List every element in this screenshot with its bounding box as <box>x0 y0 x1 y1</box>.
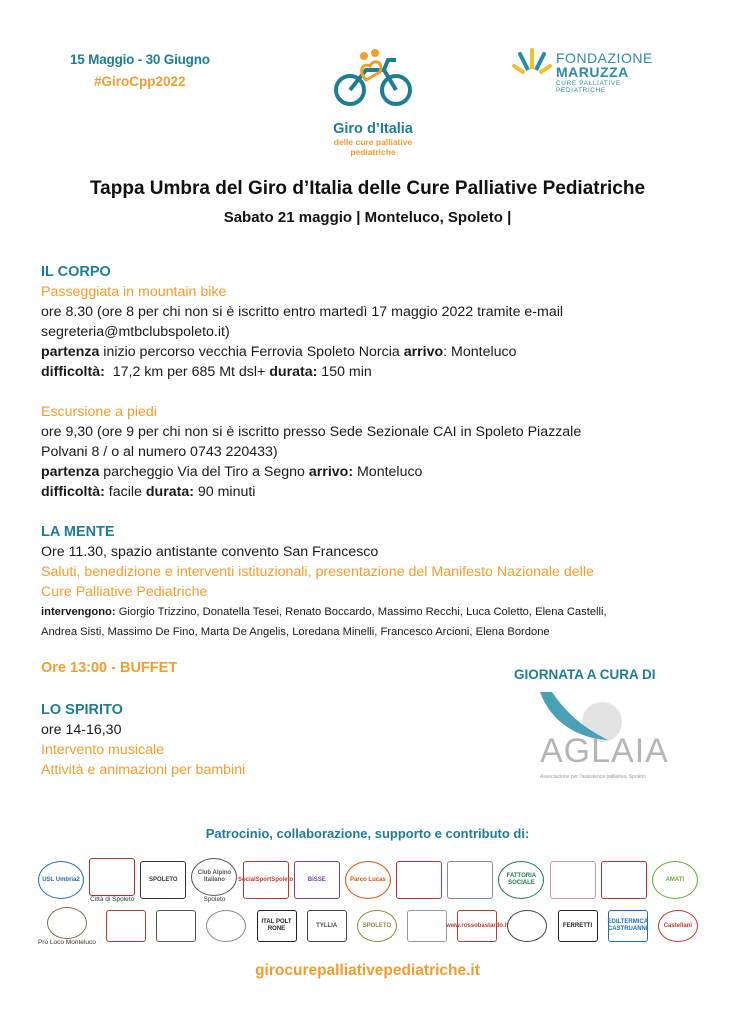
sponsor-logo-mark: EDILTERMICA CASTRUANNI <box>608 910 648 942</box>
mtb-difficolta-value: 17,2 km per 685 Mt dsl+ <box>104 364 270 380</box>
sponsor-logo <box>206 910 246 942</box>
corpo-heading: IL CORPO <box>41 264 111 280</box>
sponsor-logo-caption: Spoleto <box>203 895 226 903</box>
sponsor-logo <box>237 861 294 899</box>
sponsor-logo <box>445 910 509 942</box>
sponsor-logo <box>357 910 397 942</box>
sponsor-logo <box>498 861 544 899</box>
mente-interventi-line2: Andrea Sisti, Massimo De Fino, Marta De Angelis, Loredana Minelli, Francesco Arcioni, Elena Bordone <box>41 626 550 638</box>
interventi-label: intervengono: <box>41 606 116 618</box>
sun-rays-icon <box>512 44 552 84</box>
mtb-difficolta <box>41 362 721 382</box>
sponsor-logo <box>156 910 196 942</box>
sponsor-logo <box>257 910 297 942</box>
mente-desc-line1: Saluti, benedizione e interventi istituzionali, presentazione del Manifesto Nazionale delle <box>41 564 594 580</box>
sponsor-logo <box>396 861 442 899</box>
sponsor-logo <box>608 910 648 942</box>
sponsor-logo-mark: SPOLETO <box>140 861 186 899</box>
sponsor-logo <box>447 861 493 899</box>
sponsor-logo-mark <box>447 861 493 899</box>
piedi-difficolta-label: difficoltà: <box>41 484 105 500</box>
fondazione-line1: FONDAZIONE <box>556 50 653 66</box>
aglaia-subtitle: Associazione per l'assistenza palliativa, Spoleto <box>540 774 646 780</box>
sponsor-logo-mark: AMATI <box>652 861 698 899</box>
interventi-names-1: Giorgio Trizzino, Donatella Tesei, Renato Boccardo, Massimo Recchi, Luca Coletto, Elena Castelli, <box>115 606 607 618</box>
sponsor-logo-mark <box>550 861 596 899</box>
page-subtitle: Sabato 21 maggio | Monteluco, Spoleto | <box>223 209 512 226</box>
sponsor-logo <box>38 907 96 946</box>
mtb-arrivo-value: : Monteluco <box>443 344 517 360</box>
giro-logo <box>323 44 423 157</box>
piedi-arrivo-label: arrivo: <box>308 464 354 480</box>
sponsor-logo-mark: FERRETTI <box>558 910 598 942</box>
mtb-time-line1: ore 8.30 (ore 8 per chi non si è iscritto entro martedì 17 maggio 2022 tramite e-mail <box>41 304 564 320</box>
fondazione-line3: CURE PALLIATIVE PEDIATRICHE <box>556 80 621 94</box>
mtb-arrivo-label: arrivo <box>403 344 444 360</box>
sponsor-logo <box>140 861 186 899</box>
event-dates: 15 Maggio - 30 Giugno <box>70 52 210 67</box>
mente-desc-line2: Cure Palliative Pediatriche <box>41 584 208 600</box>
sponsor-logo-mark: FATTORIA SOCIALE <box>498 861 544 899</box>
website[interactable]: girocurepalliativepediatriche.it <box>255 962 480 979</box>
sponsor-logos-row2 <box>38 908 698 944</box>
sponsor-logo-mark <box>206 910 246 942</box>
mtb-durata-label: durata: <box>269 364 318 380</box>
mtb-partenza-value: inizio percorso vecchia Ferrovia Spoleto Norcia <box>99 344 404 360</box>
piedi-arrivo-value: Monteluco <box>353 464 423 480</box>
sponsor-logo-mark <box>396 861 442 899</box>
spirito-item2: Attività e animazioni per bambini <box>41 762 246 778</box>
sponsor-logo <box>89 858 135 903</box>
sponsor-logo-mark: Club Alpino Italiano <box>191 858 237 896</box>
piedi-difficolta-value: facile <box>104 484 146 500</box>
giro-logo-subtitle-2: pediatriche <box>350 147 396 157</box>
sponsor-logo-mark: SocialSportSpoleto <box>243 861 289 899</box>
giro-logo-subtitle-1: delle cure palliative <box>333 137 413 147</box>
giornata-label: GIORNATA A CURA DI <box>514 667 656 682</box>
sponsor-logo-mark: BiSSE <box>294 861 340 899</box>
patrocinio-label: Patrocinio, collaborazione, supporto e contributo di: <box>205 826 530 841</box>
mente-heading: LA MENTE <box>41 524 115 540</box>
mente-interventi-line1 <box>41 602 721 622</box>
sponsor-logo-mark <box>601 861 647 899</box>
sponsor-logo <box>407 910 447 942</box>
piedi-time-line1: ore 9,30 (ore 9 per chi non si è iscritto presso Sede Sezionale CAI in Spoleto Piazzale <box>41 424 582 440</box>
sponsor-logos-row1 <box>38 858 698 902</box>
piedi-partenza-value: parcheggio Via del Tiro a Segno <box>99 464 309 480</box>
sponsor-logo <box>658 910 698 942</box>
fondazione-maruzza-logo <box>512 44 672 94</box>
sponsor-logo-caption: Città di Spoleto <box>90 895 135 903</box>
sponsor-logo <box>652 861 698 899</box>
sponsor-logo-caption: Pro Loco Monteluco <box>38 938 96 946</box>
sponsor-logo-mark: USL Umbria2 <box>38 861 84 899</box>
sponsor-logo <box>191 858 237 903</box>
sponsor-logo <box>106 910 146 942</box>
sponsor-logo-mark: TYLLIA <box>307 910 347 942</box>
sponsor-logo-mark: Castellani <box>658 910 698 942</box>
mtb-difficolta-label: difficoltà: <box>41 364 105 380</box>
giro-logo-title: Giro d’Italia <box>333 121 413 137</box>
sponsor-logo-mark <box>156 910 196 942</box>
spirito-item1: Intervento musicale <box>41 742 165 758</box>
sponsor-logo-mark: ITAL POLT RONE <box>257 910 297 942</box>
sponsor-logo <box>601 861 647 899</box>
sponsor-logo <box>38 861 84 899</box>
piedi-durata-label: durata: <box>145 484 194 500</box>
piedi-partenza <box>41 462 721 482</box>
aglaia-logo <box>530 690 670 780</box>
sponsor-logo-mark <box>47 907 87 939</box>
buffet: Ore 13:00 - BUFFET <box>41 660 178 676</box>
piedi-difficolta <box>41 482 721 502</box>
mtb-durata-value: 150 min <box>317 364 372 380</box>
fondazione-line2: MARUZZA <box>556 64 629 80</box>
aglaia-name: AGLAIA <box>540 732 669 770</box>
mente-time: Ore 11.30, spazio antistante convento San Francesco <box>41 544 379 560</box>
sponsor-logo <box>507 910 547 942</box>
sponsor-logo-mark: Parco Lucas <box>345 861 391 899</box>
mtb-partenza-label: partenza <box>41 344 100 360</box>
sponsor-logo <box>307 910 347 942</box>
sponsor-logo-mark <box>106 910 146 942</box>
hashtag: #GiroCpp2022 <box>94 74 186 89</box>
mtb-partenza <box>41 342 721 362</box>
sponsor-logo-mark: SPOLETO <box>357 910 397 942</box>
sponsor-logo <box>550 861 596 899</box>
page-title: Tappa Umbra del Giro d’Italia delle Cure Palliative Pediatriche <box>89 178 646 199</box>
mtb-name: Passeggiata in mountain bike <box>41 284 227 300</box>
piedi-partenza-label: partenza <box>41 464 100 480</box>
sponsor-logo-mark <box>407 910 447 942</box>
piedi-name: Escursione a piedi <box>41 404 157 420</box>
spirito-time: ore 14-16,30 <box>41 722 122 738</box>
sponsor-logo-mark: www.rossobastardo.it <box>457 910 497 942</box>
piedi-time-line2: Polvani 8 / o al numero 0743 220433) <box>41 444 278 460</box>
sponsor-logo-mark <box>507 910 547 942</box>
mtb-time-line2: segreteria@mtbclubspoleto.it) <box>41 324 230 340</box>
sponsor-logo <box>345 861 391 899</box>
piedi-durata-value: 90 minuti <box>193 484 256 500</box>
sponsor-logo <box>294 861 340 899</box>
spirito-heading: LO SPIRITO <box>41 702 123 718</box>
sponsor-logo <box>558 910 598 942</box>
bicycle-heart-icon <box>328 44 418 114</box>
sponsor-logo-mark <box>89 858 135 896</box>
